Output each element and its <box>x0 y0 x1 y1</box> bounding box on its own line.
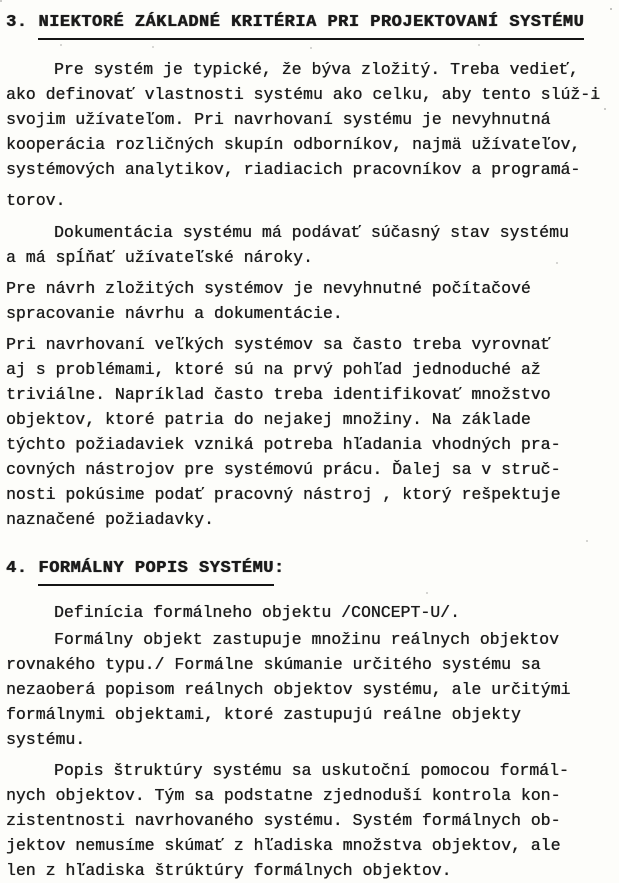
text-line: systémových analytikov, riadiacich pracovníkov a programá- <box>6 160 581 179</box>
text-line: Pri navrhovaní veľkých systémov sa často treba vyrovnať <box>6 335 551 354</box>
text-line: týchto požiadaviek vzniká potreba hľadania vhodných pra- <box>6 435 561 454</box>
paragraph-7 <box>6 758 613 883</box>
text-line: jektov nemusíme skúmať z hľadiska množstva objektov, ale <box>6 836 561 855</box>
text-line: naznačené požiadavky. <box>6 510 214 529</box>
text-line: Definícia formálneho objektu /CONCEPT-U/. <box>54 603 460 622</box>
text-line: kooperácia rozličných skupín odborníkov, najmä užívateľov, <box>6 135 581 154</box>
text-line: torov. <box>6 191 66 210</box>
text-line: Pre systém je typické, že býva zložitý. Treba vedieť, <box>54 60 579 79</box>
text-line: svojim užívateľom. Pri navrhovaní systému je nevyhnutná <box>6 110 551 129</box>
text-line: Pre návrh zložitých systémov je nevyhnutné počítačové <box>6 279 531 298</box>
text-line: ako definovať vlastnosti systému ako celku, aby tento slúž-i <box>6 85 601 104</box>
paragraph-2 <box>6 220 613 270</box>
text-line: formálnymi objektami, ktoré zastupujú reálne objekty <box>6 705 521 724</box>
paragraph-6 <box>6 627 613 752</box>
text-line: covných nástrojov pre systémovú prácu. Ďalej sa v struč- <box>6 460 561 479</box>
section-4-heading <box>6 556 613 586</box>
text-line: triviálne. Napríklad často treba identifikovať množstvo <box>6 385 551 404</box>
paragraph-1-continuation <box>6 188 613 213</box>
section-4-number: 4. <box>6 559 28 578</box>
paragraph-3 <box>6 276 613 326</box>
section-3-number: 3. <box>6 13 28 32</box>
text-line: nych objektov. Tým sa podstatne zjednoduší kontrola kon- <box>6 786 561 805</box>
text-line: nosti pokúsime podať pracovný nástroj , ktorý rešpektuje <box>6 485 561 504</box>
text-line: aj s problémami, ktoré sú na prvý pohľad jednoduché až <box>6 360 541 379</box>
text-line: Formálny objekt zastupuje množinu reálnych objektov <box>54 630 559 649</box>
paragraph-1 <box>6 57 613 182</box>
text-line: objektov, ktoré patria do nejakej množiny. Na základe <box>6 410 531 429</box>
text-line: zistentnosti navrhovaného systému. Systém formálnych ob- <box>6 811 561 830</box>
text-line: Dokumentácia systému má podávať súčasný stav systému <box>54 223 569 242</box>
section-4-title-suffix: : <box>273 559 285 578</box>
text-line: nezaoberá popisom reálnych objektov systému, ale určitými <box>6 680 571 699</box>
scan-noise-specks <box>0 0 2 2</box>
text-line: rovnakého typu./ Formálne skúmanie určitého systému sa <box>6 655 541 674</box>
text-line: len z hľadiska štrúktúry formálnych objektov. <box>6 861 452 880</box>
paragraph-4 <box>6 332 613 532</box>
text-line: spracovanie návrhu a dokumentácie. <box>6 304 343 323</box>
text-line: systému. <box>6 730 86 749</box>
text-line: a má spĺňať užívateľské nároky. <box>6 248 313 267</box>
section-3-title: NIEKTORÉ ZÁKLADNÉ KRITÉRIA PRI PROJEKTOVANÍ SYSTÉMU <box>38 10 584 40</box>
section-3-heading <box>6 10 613 40</box>
text-line: Popis štruktúry systému sa uskutoční pomocou formál- <box>54 761 569 780</box>
section-4-title: FORMÁLNY POPIS SYSTÉMU <box>38 556 273 586</box>
paragraph-5 <box>6 600 613 625</box>
